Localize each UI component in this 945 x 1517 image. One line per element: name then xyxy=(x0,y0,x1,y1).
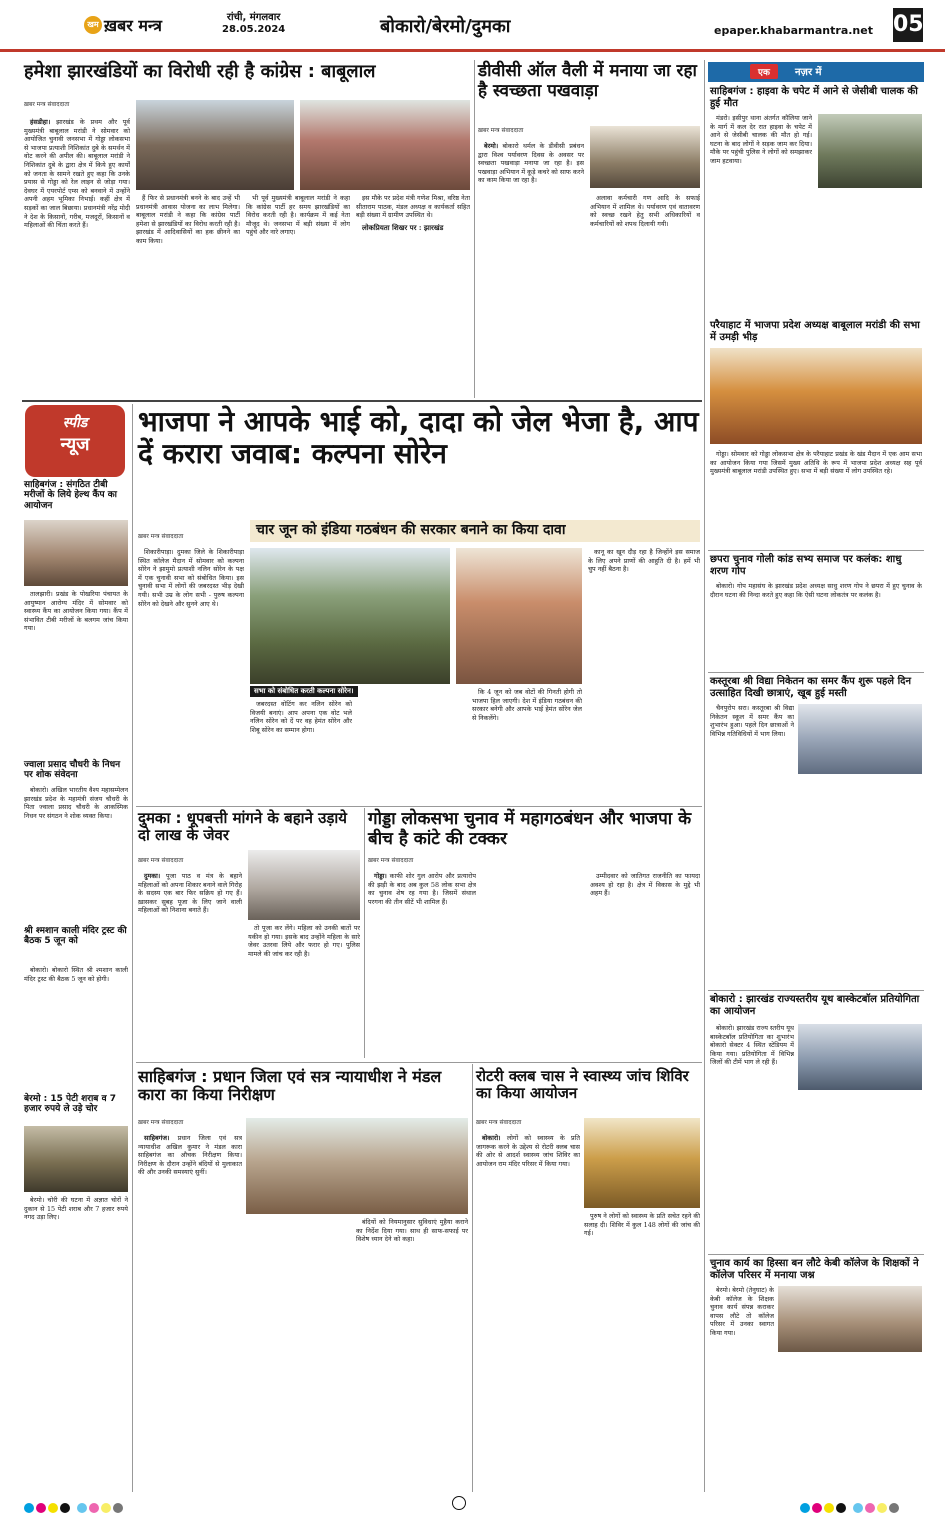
ek-nazar-photo xyxy=(818,114,922,188)
godda-text2: उम्मीदवार को जातिगत राजनीति का फायदा अवश्य हो रहा है। क्षेत्र में विकास के मुद्दे भी अहम हैं। xyxy=(590,872,700,898)
sahibganj-byline: ख़बर मन्त्र संवाददाता xyxy=(138,1119,184,1126)
divider xyxy=(704,60,705,1492)
divider xyxy=(474,60,475,398)
dumka-col1 xyxy=(138,872,242,1056)
basketball-headline: बोकारो : झारखंड राज्यस्तरीय यूथ बास्केटबॉल प्रतियोगिता का आयोजन xyxy=(710,994,920,1017)
speed-item1-photo xyxy=(24,520,128,586)
lead-photo-caption: सभा को संबोधित करती कल्पना सोरेन। xyxy=(250,686,358,697)
newspaper-logo: ख़बर मन्त्र xyxy=(104,16,162,35)
divider xyxy=(22,400,702,402)
godda-col1 xyxy=(368,872,476,1056)
rotary-photo xyxy=(584,1118,700,1208)
basketball-text: बोकारो। झारखंड राज्य स्तरीय यूथ बास्केटबॉल प्रतियोगिता का शुभारंभ बोकारो सेक्टर 4 स्थित स्टेडियम में किया गया। प्रतियोगिता में विभिन्न जिलों की टीमें भाग ले रही हैं। xyxy=(710,1024,794,1067)
dumka-text1: पूजा पाठ व मंत्र के बहाने महिलाओं को अपना शिकार बनाने वाले गिरोह के सदस्य एक बार फिर सक्रिय हो गए हैं। ख़ासकर सुबह पूजा के लिए जाने वाली महिलाओं को निशाना बनाते हैं। xyxy=(138,872,242,915)
dumka-lead: दुमका। xyxy=(144,872,161,880)
chhapra-text: बोकारो। गोप महासंघ के झारखंड प्रदेश अध्यक्ष साधु शरण गोप ने छपरा में हुए चुनाव के दौरान घटना की निन्दा करते हुए कहा कि ऐसी घटना लोकतंत्र पर कलंक है। xyxy=(710,582,922,599)
speed-item1-title: साहिबगंज : संगठित टीबी मरीजों के लिये हेल्थ कैंप का आयोजन xyxy=(24,480,117,511)
story1-photo-stage xyxy=(136,100,294,190)
city-day: रांची, मंगलवार xyxy=(226,12,281,23)
story1-headline: हमेशा झारखंडियों का विरोधी रही है कांग्रेस : बाबूलाल xyxy=(24,61,376,82)
babulal-rally-photo xyxy=(710,348,922,444)
ek-nazar-body2 xyxy=(818,192,922,316)
speed-label: स्पीड xyxy=(62,415,88,431)
speed-item2-body xyxy=(24,786,128,922)
rotary-col1 xyxy=(476,1134,580,1490)
registration-target-icon xyxy=(452,1496,466,1510)
speed-item4-photo xyxy=(24,1126,128,1192)
babulal-rally-body xyxy=(710,450,922,546)
date: 28.05.2024 xyxy=(222,24,286,35)
logo-icon: खम xyxy=(84,16,102,34)
story2-col2 xyxy=(590,194,700,396)
lead-col3 xyxy=(472,548,582,802)
divider xyxy=(132,404,133,1492)
sahibganj-col2 xyxy=(246,1218,352,1490)
kasturba-photo xyxy=(798,704,922,774)
dateline xyxy=(222,12,285,36)
story1-byline: ख़बर मन्त्र संवाददाता xyxy=(24,101,70,108)
lead-text4: कानू का खून दौड़ रहा है जिन्होंने इस समाज के लिए अपने प्राणों की आहुति दी है। हमें भी चुप नहीं बैठना है। xyxy=(588,548,700,574)
masthead xyxy=(0,0,945,52)
registration-marks-right xyxy=(800,1498,901,1508)
lead-col2b xyxy=(356,700,462,800)
news-label: न्यूज xyxy=(60,434,90,455)
godda-text1: काफी शोर गुल आरोप और प्रत्यारोप की झड़ी के बाद अब कुल 58 लोक सभा क्षेत्र का चुनाव शेष रह गया है। जिसमें संथाल परगना की तीन सीटें भी शामिल हैं। xyxy=(368,872,476,906)
divider xyxy=(364,808,365,1058)
speed-item1-body xyxy=(24,590,128,758)
chhapra-body xyxy=(710,582,922,668)
story1-text1: झारखंड के प्रथम और पूर्व मुख्यमंत्री बाबूलाल मरांडी ने सोमवार को आयोजित चुनावी जनसभा में गोड्डा लोकसभा से भाजपा प्रत्याशी निशिकांत दुबे के समर्थन में वोट करने की अपील की। बाबूलाल मरांडी ने निशिकांत दुबे के द्वारा क्षेत्र में किये हुए कार्यों को जनता के सामने रखते हुए कहा कि उनके प्रयास से गोड्डा को रेल लाइन से जोड़ा गया। देवघर में एयरपोर्ट एम्स को बनवाने में उन्होंने अपनी अहम भूमिका निभाई। कहीं क्षेत्र में सड़कों का जाल बिछाया। प्रधानमंत्री नरेंद्र मोदी ने देश के किसानों, गरीब, मजदूरों, किसानों व महिलाओं की चिंता करते हैं। xyxy=(24,118,130,230)
speed-item4-title: बेरमो : 15 पेटी शराब व 7 हजार रुपये ले उड़े चोर xyxy=(24,1094,116,1115)
story1-text2: हैं फिर से प्रधानमंत्री बनने के बाद उन्हें भी प्रधानमंत्री आवास योजना का लाभ मिलेगा। बाबूलाल मरांडी ने कहा कि कांग्रेस पार्टी हमेशा से झारखंडियों का विरोध करती रही है। झारखंड में आदिवासियों का हक छीनने का काम किया। xyxy=(136,194,240,245)
divider xyxy=(708,550,924,551)
rotary-lead: बोकारो। xyxy=(482,1134,501,1142)
story1-subhead: लोकप्रियता शिखर पर : झारखंड xyxy=(362,222,444,232)
rotary-text1: लोगों को स्वास्थ्य के प्रति जागरूक करने के उद्देश्य से रोटरी क्लब चास की ओर से आदर्श स्वास्थ्य जांच शिविर का आयोजन राम मंदिर परिसर में किया गया। xyxy=(476,1134,580,1168)
lead-headline: भाजपा ने आपके भाई को, दादा को जेल भेजा है, आप दें करारा जवाब: कल्पना सोरेन xyxy=(138,405,699,471)
ek-nazar-text: मंडरो। इसीपुर थाना अंतर्गत कौलिया जाने के मार्ग में कल देर रात हाइवा के चपेट में आने से जेसीबी चालक की मौत हो गई। घटना के बाद लोगों ने सड़क जाम कर दिया। मौके पर पहुंची पुलिस ने लोगों को समझाकर जाम हटवाया। xyxy=(710,114,812,165)
dumka-col2 xyxy=(248,924,360,1056)
story1-col4 xyxy=(356,194,470,396)
speed-item4-text: बेरमो। चोरी की घटना में अज्ञात चोरों ने दुकान से 15 पेटी शराब और 7 हजार रुपये नगद उड़ा लिए। xyxy=(24,1196,128,1222)
godda-col2 xyxy=(480,872,586,1056)
college-text: बेरमो। बेरमो (तेनुघाट) के केबी कॉलेज के शिक्षक चुनाव कार्य संपन्न कराकर वापस लौटे तो कॉलेज परिसर में उनका स्वागत किया गया। xyxy=(710,1286,774,1337)
sahibganj-headline: साहिबगंज : प्रधान जिला एवं सत्र न्यायाधीश ने मंडल कारा का किया निरीक्षण xyxy=(138,1067,442,1105)
story2-lead: बेरमो। xyxy=(484,142,499,150)
story1-col1 xyxy=(24,118,130,396)
speed-item1-text: तालझारी। प्रखंड के पोखरिया पंचायत के आयुष्मान आरोग्य मंदिर में सोमवार को स्वास्थ्य कैंप का आयोजन किया गया। कैंप में संभावित टीबी मरीजों के बलगम जांच किया गया। xyxy=(24,590,128,633)
lead-byline: ख़बर मन्त्र संवाददाता xyxy=(138,533,184,540)
speed-news-badge xyxy=(25,405,125,477)
kasturba-body xyxy=(710,704,794,816)
rotary-col2 xyxy=(584,1212,700,1490)
college-photo xyxy=(778,1286,922,1352)
story2-text2: अलावा कर्मचारी गण आदि के सफाई अभियान में शामिल थे। पर्यावरण एवं वातावरण को स्वच्छ रखने हेतु सभी अधिकारियों व कर्मचारियों को शपथ दिलायी गयी। xyxy=(590,194,700,228)
babulal-rally-headline: परैयाहाट में भाजपा प्रदेश अध्यक्ष बाबूलाल मरांडी की सभा में उमड़ी भीड़ xyxy=(710,320,920,343)
divider xyxy=(708,672,924,673)
page-number: 05 xyxy=(893,8,923,42)
basketball-photo xyxy=(798,1024,922,1090)
divider xyxy=(136,806,702,807)
kasturba-body2 xyxy=(710,820,922,986)
speed-item3-text: बोकारो। बोकारो स्थित श्री श्मशान काली मंदिर ट्रस्ट की बैठक 5 जून को होगी। xyxy=(24,966,128,983)
story1-col2 xyxy=(136,194,240,396)
godda-headline: गोड्डा लोकसभा चुनाव में महागठबंधन और भाजपा के बीच है कांटे की टक्कर xyxy=(368,809,692,849)
kasturba-text: चैनपुरोप सरा। कस्तूरबा श्री विद्या निकेतन स्कूल में समर कैंप का शुभारंभ हुआ। पहले दिन छात्राओं ने विभिन्न गतिविधियों में भाग लिया। xyxy=(710,704,794,738)
speed-item2-text: बोकारो। अखिल भारतीय वैश्य महासम्मेलन झारखंड प्रदेश के महामंत्री संजय चौधरी के पिता ज्वाला प्रसाद चौधरी के आकस्मिक निधन पर संगठन ने शोक व्यक्त किया। xyxy=(24,786,128,820)
story1-text3: भी पूर्व मुख्यमंत्री बाबूलाल मरांडी ने कहा कि कांग्रेस पार्टी हर समय झारखंडियों का विरोध करती रही है। कार्यक्रम में कई नेता मौजूद थे। जनसभा में बड़ी संख्या में लोग पहुंचे और नारे लगाए। xyxy=(246,194,350,237)
sahibganj-col1 xyxy=(138,1134,242,1490)
babulal-rally-text: गोड्डा। सोमवार को गोड्डा लोकसभा क्षेत्र के परैयाहाट प्रखंड के खंड मैदान में एक आम सभा का आयोजन किया गया जिसमें मुख्य अतिथि के रूप में भाजपा प्रदेश अध्यक्ष सह पूर्व मुख्यमंत्री बाबूलाल मरांडी उपस्थित हुए। सभा में बड़ी संख्या में लोग उपस्थित रहे। xyxy=(710,450,922,476)
chhapra-headline: छपरा चुनाव गोली कांड सभ्य समाज पर कलंक: शाधु शरण गोप xyxy=(710,554,902,577)
speed-item3-title: श्री श्मशान काली मंदिर ट्रस्ट की बैठक 5 जून को xyxy=(24,926,127,947)
rotary-headline: रोटरी क्लब चास ने स्वास्थ्य जांच शिविर का किया आयोजन xyxy=(476,1067,689,1103)
ek-nazar-title: नज़र में xyxy=(795,67,822,78)
lead-text2: जबरदस्त वोटिंग कर नलिन सोरेन को विजयी बनाएं। आप अपना एक वोट भले नलिन सोरेन को दें पर वह हेमंत सोरेन और शिबू सोरेन का सम्मान होगा। xyxy=(250,700,352,734)
speed-item4-body xyxy=(24,1196,128,1490)
speed-item2-title: ज्वाला प्रसाद चौधरी के निधन पर शोक संवेदना xyxy=(24,760,121,781)
story2-headline: डीवीसी ऑल वैली में मनाया जा रहा है स्वच्छता पखवाड़ा xyxy=(478,61,697,101)
story1-col3 xyxy=(246,194,350,396)
speed-item3-body xyxy=(24,966,128,1090)
story1-text4: इस मौके पर प्रदेश मंत्री गणेश मिश्रा, वरिष्ठ नेता सीताराम पाठक, मंडल अध्यक्ष व कार्यकर्ता सहित बड़ी संख्या में ग्रामीण उपस्थित थे। xyxy=(356,194,470,220)
kasturba-headline: कस्तूरबा श्री विद्या निकेतन का समर कैंप शुरू पहले दिन उत्साहित दिखी छात्राएं, खूब हुई मस्ती xyxy=(710,676,912,699)
story2-photo xyxy=(590,126,700,188)
college-body xyxy=(710,1286,774,1366)
story2-byline: ख़बर मन्त्र संवाददाता xyxy=(478,127,524,134)
divider xyxy=(708,1254,924,1255)
ek-nazar-body xyxy=(710,114,812,316)
registration-marks-left xyxy=(24,1498,125,1508)
sahibganj-text2: बंदियों को नियमानुसार सुविधाएं मुहैया कराने का निर्देश दिया गया। साथ ही साफ-सफाई पर विशेष ध्यान देने को कहा। xyxy=(356,1218,468,1244)
rotary-byline: ख़बर मन्त्र संवाददाता xyxy=(476,1119,522,1126)
sahibganj-lead: साहिबगंज। xyxy=(144,1134,170,1142)
godda-col3 xyxy=(590,872,700,1056)
basketball-body2 xyxy=(710,1150,922,1250)
lead-col2 xyxy=(250,700,352,800)
sahibganj-text1: प्रधान जिला एवं सत्र न्यायाधीश अखिल कुमार ने मंडल कारा साहिबगंज का औचक निरीक्षण किया। निरीक्षण के दौरान उन्होंने बंदियों से मुलाकात की और उनकी समस्याएं सुनीं। xyxy=(138,1134,242,1177)
sahibganj-photo xyxy=(246,1118,468,1214)
story1-photo-crowd xyxy=(300,100,470,190)
section-title: बोकारो/बेरमो/दुमका xyxy=(380,16,511,37)
epaper-url[interactable]: epaper.khabarmantra.net xyxy=(714,24,873,37)
divider xyxy=(136,1062,702,1063)
godda-lead: गोड्डा। xyxy=(374,872,387,880)
story2-text1: बोकारो थर्मल के डीवीसी प्रबंधन द्वारा विश्व पर्यावरण दिवस के अवसर पर स्वच्छता पखवाड़ा मनाया जा रहा है। इस पखवाड़ा अभियान में कूड़े कचरे को साफ करने का काम किया जा रहा है। xyxy=(478,142,584,185)
dumka-headline: दुमका : धूपबत्ती मांगने के बहाने उड़ाये दो लाख के जेवर xyxy=(138,809,347,845)
lead-subhead: चार जून को इंडिया गठबंधन की सरकार बनाने का किया दावा xyxy=(256,522,566,538)
sahibganj-col3 xyxy=(356,1218,468,1490)
divider xyxy=(708,990,924,991)
lead-col4 xyxy=(588,548,700,802)
college-headline: चुनाव कार्य का हिस्सा बन लौटे केबी कॉलेज के शिक्षकों ने कॉलेज परिसर में मनाया जश्न xyxy=(710,1258,919,1281)
college-body2 xyxy=(710,1370,922,1490)
lead-text3: कि 4 जून को जब वोटों की गिनती होगी तो भाजपा हिल जाएगी। देश में इंडिया गठबंधन की सरकार बनेगी और आपके भाई हेमंत सोरेन जेल से निकलेंगे। xyxy=(472,688,582,722)
lead-col1 xyxy=(138,548,244,802)
lead-photo-rally xyxy=(250,548,450,684)
divider xyxy=(472,1064,473,1492)
ek-nazar-tag: एक xyxy=(750,64,778,79)
godda-byline: ख़बर मन्त्र संवाददाता xyxy=(368,857,414,864)
dumka-photo xyxy=(248,850,360,920)
rotary-text2: पुरुष ने लोगों को स्वास्थ्य के प्रति सचेत रहने की सलाह दी। शिविर में कुल 148 लोगों की जांच की गई। xyxy=(584,1212,700,1238)
ek-nazar-headline: साहिबगंज : हाइवा के चपेट में आने से जेसीबी चालक की हुई मौत xyxy=(710,86,918,109)
basketball-body xyxy=(710,1024,794,1148)
story2-col1 xyxy=(478,142,584,396)
dumka-byline: ख़बर मन्त्र संवाददाता xyxy=(138,857,184,864)
lead-text1: शिकारीपाड़ा। दुमका जिले के शिकारीपाड़ा स्थित कॉलेज मैदान में सोमवार को कल्पना सोरेन ने झामुमो प्रत्याशी नलिन सोरेन के पक्ष में एक चुनावी सभा को संबोधित किया। इस चुनावी सभा में लोगों की जबरदस्त भीड़ देखी गयी। सभी उम्र के लोग सभी - पुरुष कल्पना सोरेन को देखने और सुनने आए थे। xyxy=(138,548,244,608)
dumka-text2: तो पूजा कर लेंगे। महिला को उनकी बातों पर यकीन हो गया। इसके बाद उन्होंने महिला के सारे जेवर उतरवा लिये और फरार हो गए। पुलिस मामले की जांच कर रही है। xyxy=(248,924,360,958)
story1-lead: हंसडीहा। xyxy=(30,118,51,126)
